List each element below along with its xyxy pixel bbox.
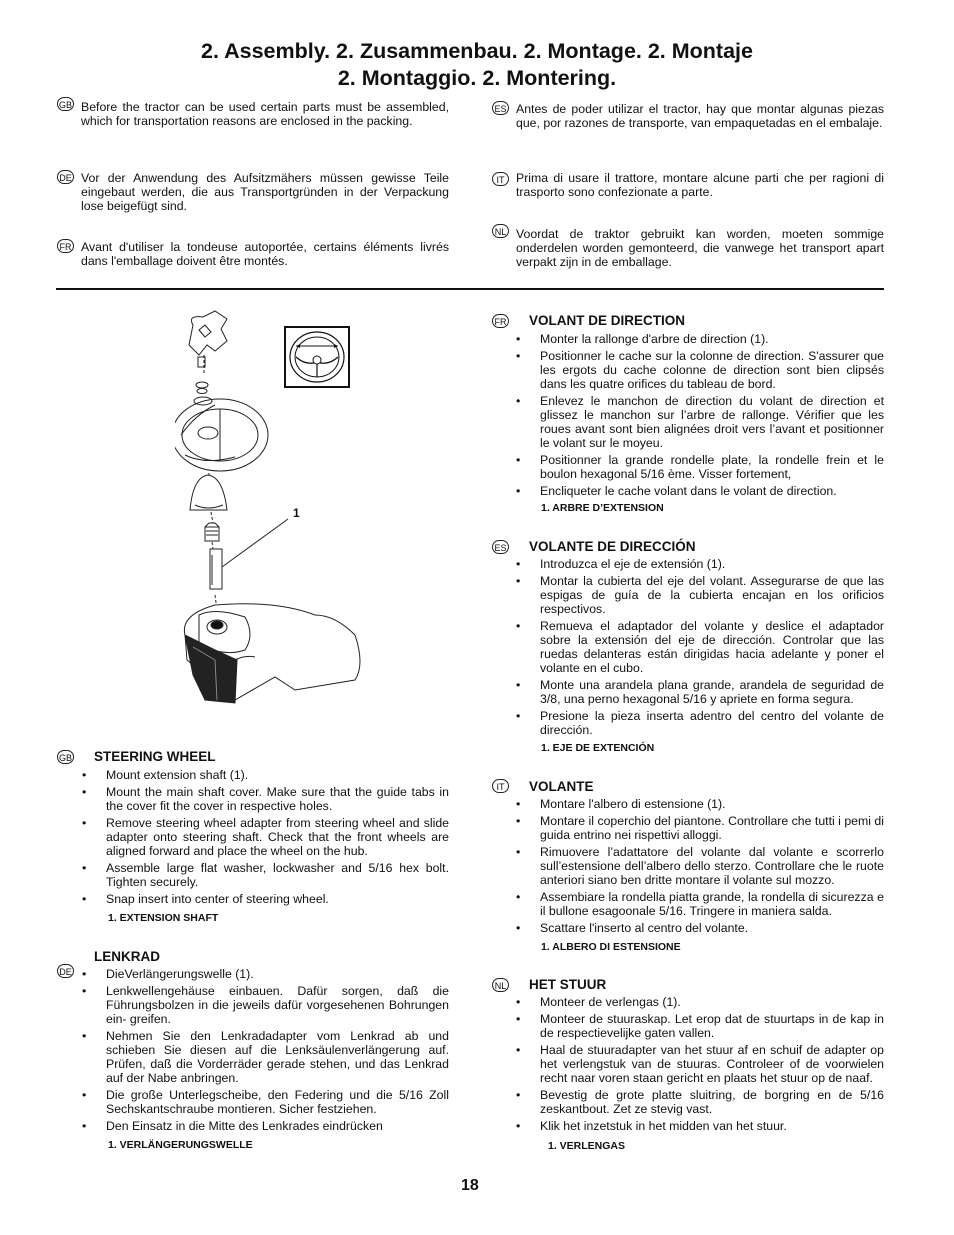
lang-badge-it-section: IT — [492, 779, 509, 793]
page-number: 18 — [461, 1177, 479, 1194]
lang-badge-es: ES — [492, 101, 509, 115]
intro-fr: Avant d'utiliser la tondeuse autoportée, certains éléments livrés dans l'emballage doivent être montés. — [81, 240, 449, 268]
lang-badge-nl-section: NL — [492, 978, 509, 992]
instruction-list-fr — [514, 332, 884, 501]
intro-nl: Voordat de traktor gebruikt kan worden, moeten sommige onderdelen worden gemonteerd, die vanwege het transport apart verpakt zijn in de emballage. — [516, 227, 884, 269]
list-item: • DieVerlängerungswelle (1). — [80, 967, 449, 981]
list-item: • Rimuovere l’adattatore del volante dal volante e scorrerlo sull’estensione dell’albero dello sterzo. Controllare che le ruote anteriori siano ben dritte montare il volante sul mozzo. — [514, 845, 884, 887]
instruction-list-de — [80, 967, 449, 1136]
list-item: • Bevestig de grote platte sluitring, de borgring en de 5/16 zeskantbout. Zet ze stevig vast. — [514, 1088, 884, 1116]
figure-caption-de: 1. VERLÄNGERUNGSWELLE — [108, 1139, 253, 1151]
list-item: • Scattare l'inserto al centro del volante. — [514, 921, 884, 935]
lang-badge-de-section: DE — [57, 964, 74, 978]
steering-wheel-icon — [284, 326, 350, 388]
list-item: • Monte una arandela plana grande, arandela de seguridad de 3/8, una perno hexagonal 5/16 y apriete en forma segura. — [514, 678, 884, 706]
figure-caption-fr: 1. ARBRE D’EXTENSION — [541, 502, 664, 514]
section-heading-nl: HET STUUR — [529, 977, 607, 992]
list-item: • Die große Unterlegscheibe, den Federing und die 5/16 Zoll Sechskantschraube montieren. Sicher festziehen. — [80, 1088, 449, 1116]
list-item: • Introduzca el eje de extensión (1). — [514, 557, 884, 571]
section-heading-gb: STEERING WHEEL — [94, 749, 216, 764]
list-item: • Encliqueter le cache volant dans le volant de direction. — [514, 484, 884, 498]
lang-badge-nl: NL — [492, 224, 509, 238]
intro-it: Prima di usare il trattore, montare alcune parti che per ragioni di trasporto sono confezionate a parte. — [516, 171, 884, 199]
lang-badge-gb: GB — [57, 97, 74, 111]
list-item: • Remove steering wheel adapter from steering wheel and slide adapter onto steering shaft. Check that the front wheels are aligned forward and place the wheel on the hub. — [80, 816, 449, 858]
section-heading-fr: VOLANT DE DIRECTION — [529, 313, 686, 328]
instruction-list-it — [514, 797, 884, 938]
lang-badge-gb-section: GB — [57, 750, 74, 764]
section-heading-it: VOLANTE — [529, 779, 594, 794]
list-item: • Klik het inzetstuk in het midden van het stuur. — [514, 1119, 884, 1133]
list-item: • Montar la cubierta del eje del volant. Assegurarse de que las espigas de guía de la cubierta encajan en los orificios respectivos. — [514, 574, 884, 616]
list-item: • Presione la pieza inserta adentro del centro del volante de dirección. — [514, 709, 884, 737]
figure-caption-nl: 1. VERLENGAS — [548, 1140, 626, 1152]
list-item: • Assemble large flat washer, lockwasher and 5/16 hex bolt. Tighten securely. — [80, 861, 449, 889]
intro-de: Vor der Anwendung des Aufsitzmähers müssen gewisse Teile eingebaut werden, die aus Transportgründen in der Verpackung lose beigefügt sind. — [81, 171, 449, 213]
list-item: • Positionner le cache sur la colonne de direction. S'assurer que les ergots du cache colonne de direction sont bien clipsés dans les quatre orifices du tableau de bord. — [514, 349, 884, 391]
instruction-list-nl — [514, 995, 884, 1136]
lang-badge-it: IT — [492, 172, 509, 186]
figure-caption-es: 1. EJE DE EXTENCIÓN — [541, 742, 655, 754]
list-item: • Monteer de stuuraskap. Let erop dat de stuurtaps in de kap in de respectievelijke gaten vallen. — [514, 1012, 884, 1040]
list-item: • Haal de stuuradapter van het stuur af en schuif de adapter op het verlengstuk van de stuuras. Controleer of de voorwielen recht naar voren staan gericht en plaats het stuur op de naaf. — [514, 1043, 884, 1085]
list-item: • Mount the main shaft cover. Make sure that the guide tabs in the cover fit the cover in respective holes. — [80, 785, 449, 813]
title-line-1: 2. Assembly. 2. Zusammenbau. 2. Montage. 2. Montaje — [201, 39, 753, 63]
list-item: • Remueva el adaptador del volante y deslice el adaptador sobre la extensión del eje de dirección. Controlar que las ruedas delanteras están dirigidas hacia adelante y poner el volante en el cubo. — [514, 619, 884, 675]
instruction-list-es — [514, 557, 884, 740]
figure-callout-1: 1 — [293, 506, 300, 520]
list-item: • Monter la rallonge d'arbre de direction (1). — [514, 332, 884, 346]
lang-badge-es-section: ES — [492, 540, 509, 554]
list-item: • Montare l'albero di estensione (1). — [514, 797, 884, 811]
figure-caption-it: 1. ALBERO DI ESTENSIONE — [541, 941, 681, 953]
list-item: • Assembiare la rondella piatta grande, la rondella di sicurezza e il bullone esagoonale 5/16. Tringere in maniera salda. — [514, 890, 884, 918]
list-item: • Enlevez le manchon de direction du volant de direction et glissez le manchon sur l’arbre de rallonge. Vérifier que les roues avant sont bien alignées droit vers l’avant et positionner le volant sur le moyeu. — [514, 394, 884, 450]
list-item: • Monteer de verlengas (1). — [514, 995, 884, 1009]
section-heading-de: LENKRAD — [94, 949, 160, 964]
intro-gb: Before the tractor can be used certain parts must be assembled, which for transportation reasons are enclosed in the packing. — [81, 100, 449, 128]
page-title — [0, 38, 954, 92]
list-item: • Lenkwellengehäuse einbauen. Dafür sorgen, daß die Führungsbolzen in die jeweils dafür vorgesehenen Bohrungen ein- greifen. — [80, 984, 449, 1026]
list-item: • Positionner la grande rondelle plate, la rondelle frein et le boulon hexagonal 5/16 ème. Visser fortement, — [514, 453, 884, 481]
list-item: • Nehmen Sie den Lenkradadapter vom Lenkrad ab und schieben Sie diesen auf die Lenksäulenverlängerung auf. Prüfen, daß die Vorderräder gerade stehen, und das Lenkrad auf der Nabe anbringen. — [80, 1029, 449, 1085]
list-item: • Montare il coperchio del piantone. Controllare che tutti i pemi di guida entrino nei rispettivi alloggi. — [514, 814, 884, 842]
intro-es: Antes de poder utilizar el tractor, hay que montar algunas piezas que, por razones de transporte, van empaquetadas en el embalaje. — [516, 102, 884, 130]
section-divider — [56, 288, 884, 290]
list-item: • Mount extension shaft (1). — [80, 768, 449, 782]
lang-badge-de: DE — [57, 170, 74, 184]
lang-badge-fr-section: FR — [492, 314, 509, 328]
figure-caption-gb: 1. EXTENSION SHAFT — [108, 912, 219, 924]
instruction-list-gb — [80, 768, 449, 909]
list-item: • Den Einsatz in die Mitte des Lenkrades eindrücken — [80, 1119, 449, 1133]
list-item: • Snap insert into center of steering wheel. — [80, 892, 449, 906]
section-heading-es: VOLANTE DE DIRECCIÓN — [529, 539, 696, 554]
lang-badge-fr: FR — [57, 239, 74, 253]
title-line-2: 2. Montaggio. 2. Montering. — [337, 66, 617, 90]
